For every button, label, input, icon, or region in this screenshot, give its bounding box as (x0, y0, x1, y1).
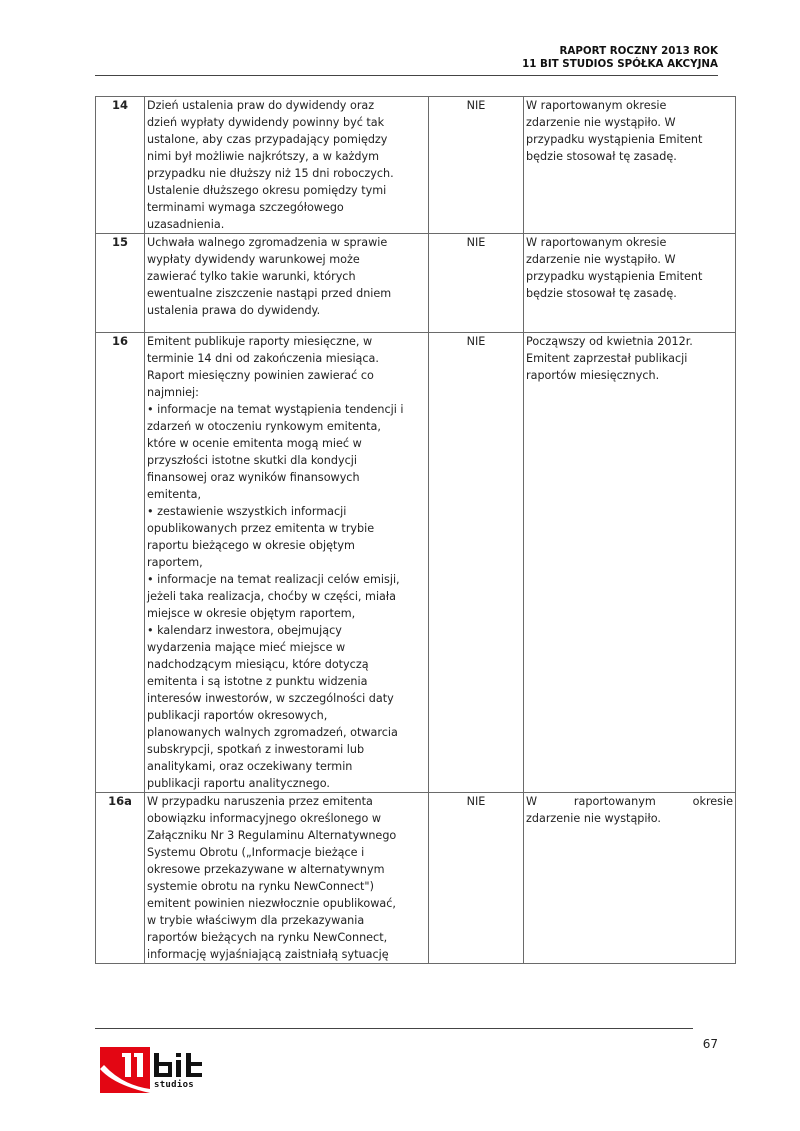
text-line: W przypadku naruszenia przez emitenta (147, 795, 373, 808)
text-line: terminie 14 dni od zakończenia miesiąca. (147, 352, 379, 365)
rule-text (145, 97, 429, 234)
comment-text (524, 793, 736, 964)
text-line: przypadku nie dłuższy niż 15 dni roboczych. (147, 167, 394, 180)
text-line: raportem, (147, 556, 203, 569)
text-line: publikacji raportów okresowych, (147, 709, 328, 722)
table-row (96, 793, 736, 964)
rule-number: 14 (96, 97, 145, 234)
text-line: w trybie właściwym dla przekazywania (147, 914, 365, 927)
text-line: zdarzenie nie wystąpiło. W (526, 116, 676, 129)
text-line: emitenta, (147, 488, 202, 501)
text-line: interesów inwestorów, w szczególności daty (147, 692, 394, 705)
text-line: obowiązku informacyjnego określonego w (147, 812, 382, 825)
page-number: 67 (702, 1037, 718, 1051)
text-line: Załączniku Nr 3 Regulaminu Alternatywnego (147, 829, 397, 842)
compliance-status: NIE (429, 793, 524, 964)
text-line: przypadku wystąpienia Emitent (526, 133, 703, 146)
rule-number: 16a (96, 793, 145, 964)
text-line: informację wyjaśniającą zaistniałą sytuację (147, 948, 389, 961)
text-line: raportu bieżącego w okresie objętym (147, 539, 355, 552)
text-line: nimi był możliwie najkrótszy, a w każdym (147, 150, 380, 163)
text-line: raportów miesięcznych. (526, 369, 660, 382)
text-line: W raportowanym okresie (526, 236, 667, 249)
text-line: nadchodzącym miesiącu, które dotyczą (147, 658, 369, 671)
text-line: Emitent zaprzestał publikacji (526, 352, 688, 365)
text-line: najmniej: (147, 386, 199, 399)
text-line: będzie stosował tę zasadę. (526, 150, 677, 163)
text-line: publikacji raportu analitycznego. (147, 777, 330, 790)
text-line: Emitent publikuje raporty miesięczne, w (147, 335, 373, 348)
text-line: zdarzenie nie wystąpiło. (526, 812, 661, 825)
corporate-governance-table (95, 96, 736, 964)
page-header (95, 45, 718, 71)
text-line: ustalone, aby czas przypadający pomiędzy (147, 133, 388, 146)
text-line: okresowe przekazywane w alternatywnym (147, 863, 385, 876)
text-line: planowanych walnych zgromadzeń, otwarcia (147, 726, 398, 739)
text-line: dzień wypłaty dywidendy powinny być tak (147, 116, 385, 129)
text-line: wypłaty dywidendy warunkowej może (147, 253, 360, 266)
text-line: uzasadnienia. (147, 218, 225, 231)
text-line: analitykami, oraz oczekiwany termin (147, 760, 353, 773)
comment-text (524, 97, 736, 234)
text-line: przyszłości istotne skutki dla kondycji (147, 454, 357, 467)
text-line: przypadku wystąpienia Emitent (526, 270, 703, 283)
rule-number: 16 (96, 333, 145, 793)
text-line: Ustalenie dłuższego okresu pomiędzy tymi (147, 184, 387, 197)
comment-text (524, 333, 736, 793)
company-name: 11 BIT STUDIOS SPÓŁKA AKCYJNA (522, 58, 718, 70)
text-line: emitent powinien niezwłocznie opublikować, (147, 897, 396, 910)
text-line: Uchwała walnego zgromadzenia w sprawie (147, 236, 388, 249)
text-line: emitenta i są istotne z punktu widzenia (147, 675, 368, 688)
11bit-studios-logo-icon (100, 1045, 220, 1095)
text-line: zawierać tylko takie warunki, których (147, 270, 356, 283)
table-row (96, 234, 736, 333)
text-line: Raport miesięczny powinien zawierać co (147, 369, 374, 382)
bullet-line: • informacje na temat wystąpienia tendencji i (147, 403, 404, 416)
rule-text (145, 234, 429, 333)
rule-number: 15 (96, 234, 145, 333)
text-line: terminami wymaga szczegółowego (147, 201, 344, 214)
comment-text (524, 234, 736, 333)
bullet-line: • kalendarz inwestora, obejmujący (147, 624, 342, 637)
footer-divider (95, 1028, 693, 1029)
text-line: W raportowanym okresie (526, 99, 667, 112)
bullet-line: • zestawienie wszystkich informacji (147, 505, 347, 518)
compliance-status: NIE (429, 333, 524, 793)
text-line: raportów bieżących na rynku NewConnect, (147, 931, 388, 944)
compliance-status: NIE (429, 97, 524, 234)
rule-text (145, 793, 429, 964)
text-line: subskrypcji, spotkań z inwestorami lub (147, 743, 365, 756)
company-logo (100, 1045, 220, 1095)
text-line: opublikowanych przez emitenta w trybie (147, 522, 375, 535)
text-line: ustalenia prawa do dywidendy. (147, 304, 321, 317)
text-line: miejsce w okresie objętym raportem, (147, 607, 356, 620)
compliance-status: NIE (429, 234, 524, 333)
text-line: finansowej oraz wyników finansowych (147, 471, 360, 484)
header-divider (95, 75, 718, 76)
svg-text:studios: studios (154, 1080, 195, 1090)
text-line: Systemu Obrotu („Informacje bieżące i (147, 846, 365, 859)
table-row (96, 333, 736, 793)
text-line: jeżeli taka realizacja, choćby w części, miała (147, 590, 396, 603)
table-row (96, 97, 736, 234)
text-line: będzie stosował tę zasadę. (526, 287, 677, 300)
text-line: zdarzeń w otoczeniu rynkowym emitenta, (147, 420, 381, 433)
text-line: zdarzenie nie wystąpiło. W (526, 253, 676, 266)
bullet-line: • informacje na temat realizacji celów emisji, (147, 573, 400, 586)
report-title: RAPORT ROCZNY 2013 ROK (559, 45, 718, 57)
text-line: W raportowanym okresie (526, 795, 733, 808)
text-line: Począwszy od kwietnia 2012r. (526, 335, 693, 348)
text-line: które w ocenie emitenta mogą mieć w (147, 437, 362, 450)
text-line: wydarzenia mające mieć miejsce w (147, 641, 346, 654)
text-line: Dzień ustalenia praw do dywidendy oraz (147, 99, 375, 112)
text-line: systemie obrotu na rynku NewConnect") (147, 880, 374, 893)
text-line: ewentualne ziszczenie nastąpi przed dniem (147, 287, 392, 300)
rule-text (145, 333, 429, 793)
